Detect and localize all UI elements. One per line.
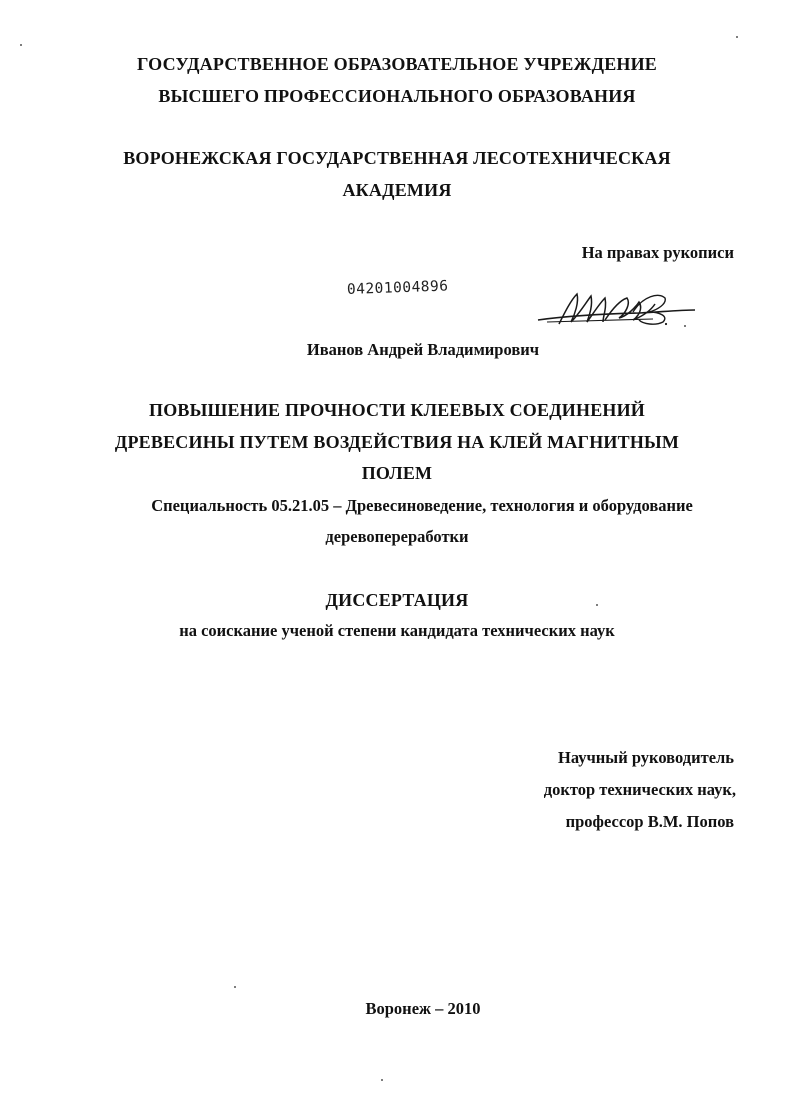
scan-speck <box>596 604 598 606</box>
supervisor-title: Научный руководитель <box>558 748 734 767</box>
author-name: Иванов Андрей Владимирович <box>306 340 540 359</box>
scan-speck <box>381 1079 383 1081</box>
supervisor-degree: доктор технических наук, <box>543 780 736 799</box>
supervisor-name: профессор В.М. Попов <box>565 812 734 831</box>
dissertation-title-line-3: ПОЛЕМ <box>361 463 433 483</box>
institution-line-2: ВЫСШЕГО ПРОФЕССИОНАЛЬНОГО ОБРАЗОВАНИЯ <box>158 86 636 106</box>
manuscript-note: На правах рукописи <box>581 243 734 262</box>
degree-line: на соискание ученой степени кандидата технических наук <box>179 621 615 640</box>
city-year: Воронеж – 2010 <box>365 999 481 1018</box>
academy-line-2: АКАДЕМИЯ <box>342 180 452 200</box>
dissertation-title-line-1: ПОВЫШЕНИЕ ПРОЧНОСТИ КЛЕЕВЫХ СОЕДИНЕНИЙ <box>149 400 645 420</box>
signature-image <box>535 286 700 331</box>
scan-speck <box>736 36 738 38</box>
academy-line-1: ВОРОНЕЖСКАЯ ГОСУДАРСТВЕННАЯ ЛЕСОТЕХНИЧЕСКАЯ <box>123 148 671 168</box>
document-type: ДИССЕРТАЦИЯ <box>325 590 469 610</box>
dissertation-title-line-2: ДРЕВЕСИНЫ ПУТЕМ ВОЗДЕЙСТВИЯ НА КЛЕЙ МАГНИТНЫМ <box>114 432 680 452</box>
scan-speck <box>234 986 236 988</box>
specialty-line-1: Специальность 05.21.05 – Древесиноведение, технология и оборудование <box>151 496 693 515</box>
specialty-line-2: деревопереработки <box>325 527 469 546</box>
registration-number: 04201004896 <box>346 278 449 298</box>
scan-speck <box>20 44 22 46</box>
institution-line-1: ГОСУДАРСТВЕННОЕ ОБРАЗОВАТЕЛЬНОЕ УЧРЕЖДЕНИЕ <box>136 54 658 74</box>
